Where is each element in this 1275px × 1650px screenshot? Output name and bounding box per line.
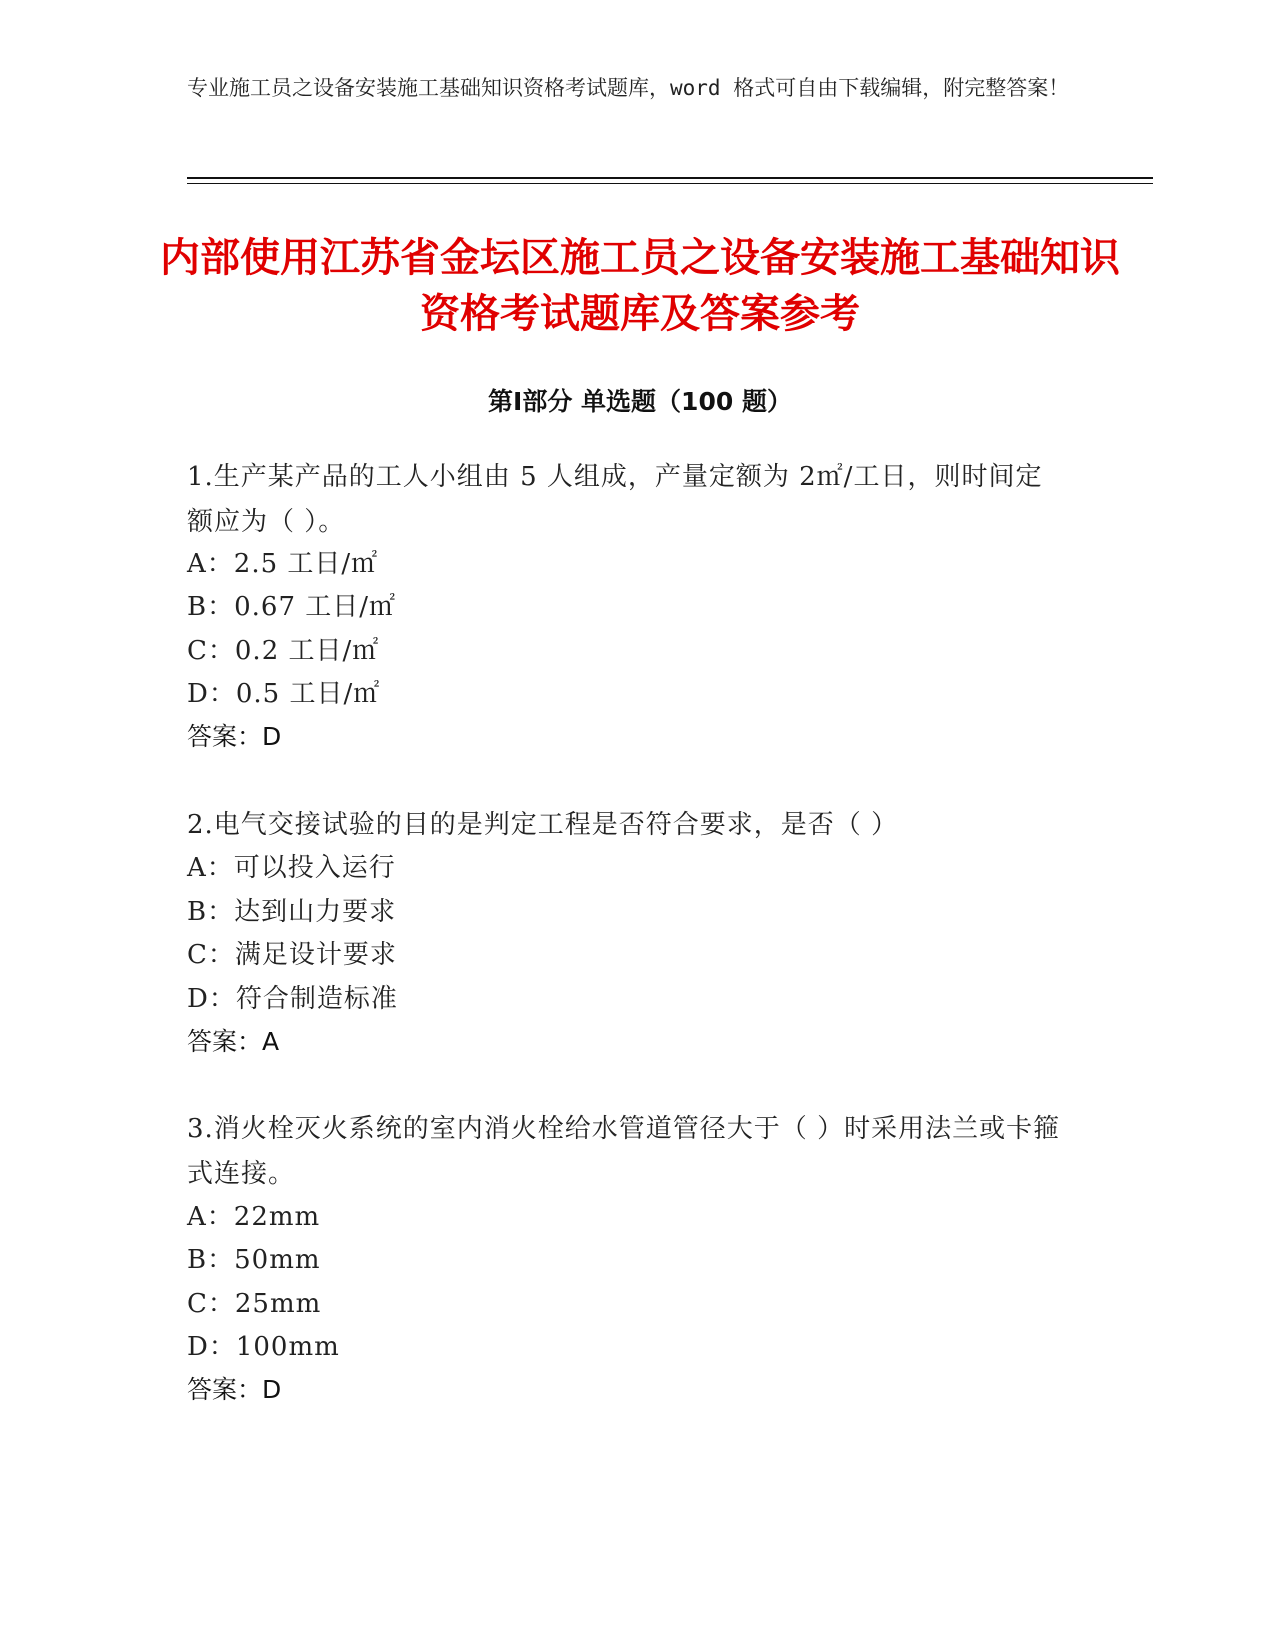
question-1-option-a: A：2.5 工日/㎡ (187, 549, 379, 579)
question-3-option-c: C：25mm (187, 1289, 322, 1319)
question-2-option-d: D：符合制造标准 (187, 984, 398, 1014)
question-1-option-d: D：0.5 工日/㎡ (187, 679, 381, 709)
question-1-option-c: C：0.2 工日/㎡ (187, 636, 380, 666)
header-note: 专业施工员之设备安装施工基础知识资格考试题库，word 格式可自由下载编辑，附完整答案！ (187, 76, 1070, 100)
question-3-text: 3.消火栓灭火系统的室内消火栓给水管道管径大于（ ）时采用法兰或卡箍式连接。 (187, 1114, 1061, 1189)
question-1-answer: 答案：D (187, 722, 282, 751)
question-2-option-c: C：满足设计要求 (187, 940, 397, 970)
question-1-option-b: B：0.67 工日/㎡ (187, 592, 397, 622)
header-divider-thin (187, 183, 1153, 184)
question-3-option-d: D：100mm (187, 1332, 340, 1362)
question-2-answer: 答案：A (187, 1027, 280, 1056)
document-title: 内部使用江苏省金坛区施工员之设备安装施工基础知识资格考试题库及答案参考 (160, 235, 1120, 337)
question-2-option-b: B：达到山力要求 (187, 897, 397, 927)
question-2-option-a: A：可以投入运行 (187, 853, 396, 883)
question-3-option-a: A：22mm (187, 1202, 321, 1232)
question-2-text: 2.电气交接试验的目的是判定工程是否符合要求，是否（ ） (187, 810, 899, 840)
header-divider-thick (187, 177, 1153, 179)
question-3-answer: 答案：D (187, 1375, 282, 1404)
question-3-option-b: B：50mm (187, 1245, 321, 1275)
question-1-text: 1.生产某产品的工人小组由 5 人组成，产量定额为 2㎡/工日，则时间定额应为（ ）。 (187, 462, 1043, 537)
section-heading: 第Ⅰ部分 单选题（100 题） (488, 387, 792, 416)
